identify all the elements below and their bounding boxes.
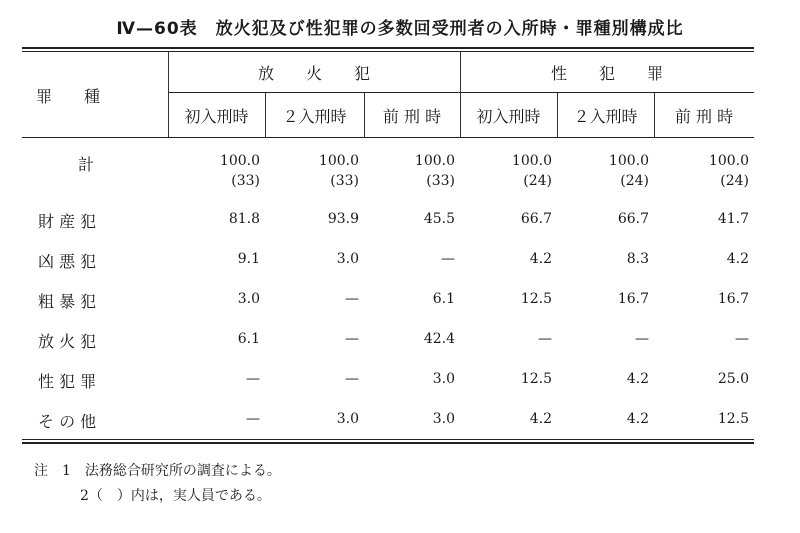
row-label: そ の 他 bbox=[38, 412, 97, 431]
row-label: 粗 暴 犯 bbox=[38, 292, 97, 311]
footnote: 2（ ）内は，実人員である。 bbox=[80, 488, 271, 504]
table-cell: 3.0 bbox=[432, 371, 455, 387]
table-cell: 9.1 bbox=[237, 251, 260, 267]
sub-header: 初入刑時 bbox=[184, 107, 249, 126]
row-header-label: 罪 種 bbox=[36, 87, 101, 106]
group-header-sex-crime: 性 犯 罪 bbox=[550, 64, 663, 83]
footnote: 注 1 法務総合研究所の調査による。 bbox=[34, 463, 281, 479]
table-cell: 4.2 bbox=[529, 411, 552, 427]
bottom-rule-thin bbox=[22, 439, 754, 440]
total-pct: 100.0 bbox=[511, 153, 552, 169]
table-cell: 45.5 bbox=[423, 211, 455, 227]
table-cell: 6.1 bbox=[432, 291, 455, 307]
table-cell: 12.5 bbox=[520, 371, 552, 387]
sub-header: 前 刑 時 bbox=[674, 107, 734, 126]
sub-header: ２入刑時 bbox=[573, 107, 638, 126]
sub-header: 前 刑 時 bbox=[382, 107, 442, 126]
table-cell: 4.2 bbox=[626, 411, 649, 427]
table-cell: 3.0 bbox=[432, 411, 455, 427]
sub-header: 初入刑時 bbox=[476, 107, 541, 126]
table-cell: 42.4 bbox=[423, 331, 455, 347]
table-cell: 41.7 bbox=[717, 211, 749, 227]
table-cell: 16.7 bbox=[617, 291, 649, 307]
row-label: 性 犯 罪 bbox=[38, 372, 97, 391]
table-cell: 66.7 bbox=[617, 211, 649, 227]
row-label: 凶 悪 犯 bbox=[38, 252, 97, 271]
total-n: (24) bbox=[720, 173, 749, 189]
header-bottom-rule bbox=[22, 137, 754, 138]
total-label: 計 bbox=[78, 155, 95, 174]
table-cell: — bbox=[635, 331, 649, 347]
table-cell: 3.0 bbox=[237, 291, 260, 307]
total-n: (24) bbox=[523, 173, 552, 189]
table-cell: 4.2 bbox=[529, 251, 552, 267]
bottom-rule-thick bbox=[22, 442, 754, 444]
table-cell: — bbox=[538, 331, 552, 347]
total-n: (24) bbox=[620, 173, 649, 189]
row-label: 放 火 犯 bbox=[38, 332, 97, 351]
table-cell: — bbox=[441, 251, 455, 267]
row-label: 財 産 犯 bbox=[38, 212, 97, 231]
table-cell: 12.5 bbox=[520, 291, 552, 307]
total-pct: 100.0 bbox=[608, 153, 649, 169]
table-cell: — bbox=[246, 411, 260, 427]
total-n: (33) bbox=[330, 173, 359, 189]
total-pct: 100.0 bbox=[414, 153, 455, 169]
total-pct: 100.0 bbox=[219, 153, 260, 169]
table-cell: 16.7 bbox=[717, 291, 749, 307]
table-cell: 93.9 bbox=[327, 211, 359, 227]
table-cell: — bbox=[345, 371, 359, 387]
table-cell: 6.1 bbox=[237, 331, 260, 347]
table-cell: 4.2 bbox=[726, 251, 749, 267]
total-n: (33) bbox=[426, 173, 455, 189]
total-n: (33) bbox=[231, 173, 260, 189]
table-cell: 3.0 bbox=[336, 251, 359, 267]
group-header-arson: 放 火 犯 bbox=[257, 64, 370, 83]
table-cell: 12.5 bbox=[717, 411, 749, 427]
table-cell: 81.8 bbox=[228, 211, 260, 227]
table-cell: — bbox=[345, 291, 359, 307]
group-rule bbox=[168, 92, 754, 93]
table-cell: 66.7 bbox=[520, 211, 552, 227]
total-pct: 100.0 bbox=[708, 153, 749, 169]
total-pct: 100.0 bbox=[318, 153, 359, 169]
table-cell: — bbox=[735, 331, 749, 347]
table-cell: 8.3 bbox=[626, 251, 649, 267]
top-rule-thick bbox=[22, 47, 754, 49]
table-cell: 25.0 bbox=[717, 371, 749, 387]
table-title: Ⅳ—60表 放火犯及び性犯罪の多数回受刑者の入所時・罪種別構成比 bbox=[116, 19, 684, 39]
top-rule-thin bbox=[22, 51, 754, 52]
table-cell: 3.0 bbox=[336, 411, 359, 427]
table-cell: — bbox=[345, 331, 359, 347]
table-cell: 4.2 bbox=[626, 371, 649, 387]
sub-header: ２入刑時 bbox=[282, 107, 347, 126]
table-cell: — bbox=[246, 371, 260, 387]
